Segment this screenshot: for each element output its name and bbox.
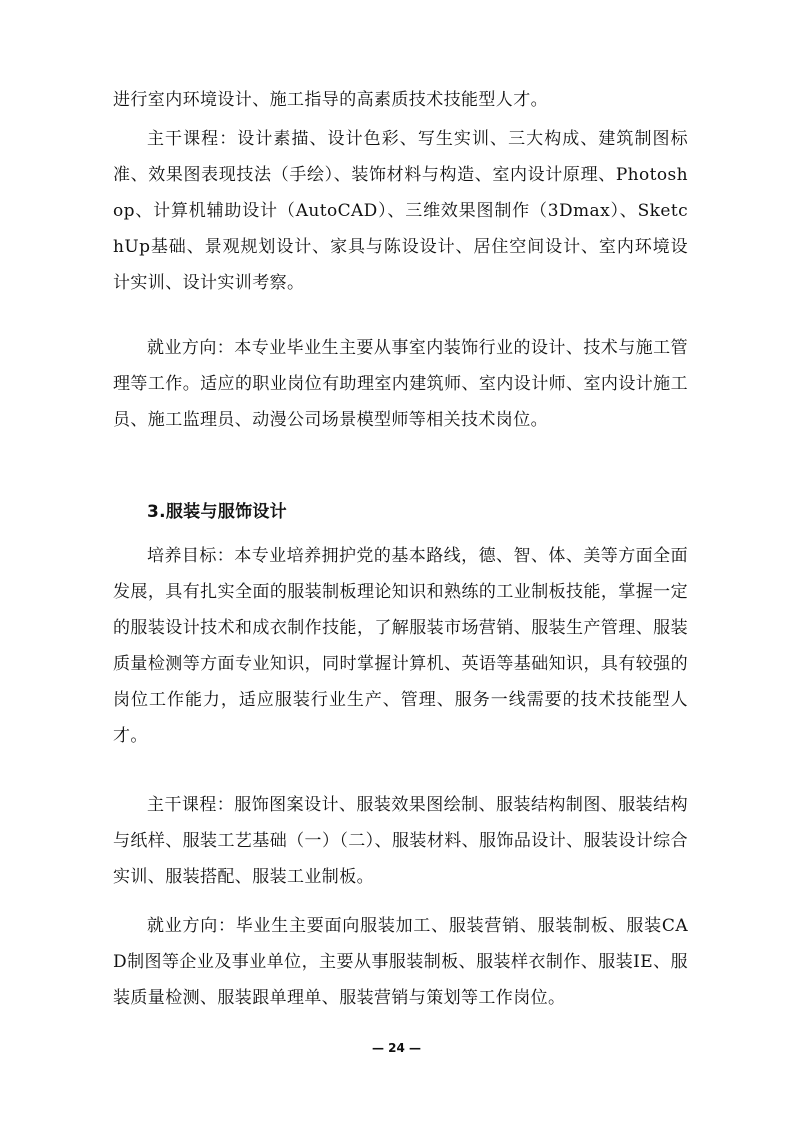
paragraph-continuation: 进行室内环境设计、施工指导的高素质技术技能型人才。 bbox=[113, 90, 548, 110]
section-heading: 3.服装与服饰设计 bbox=[147, 502, 287, 522]
paragraph-employment-interior: 就业方向：本专业毕业生主要从事室内装饰行业的设计、技术与施工管理等工作。适应的职业岗位有助理室内建筑师、室内设计师、室内设计施工员、施工监理员、动漫公司场景模型师等相关技术岗位。 bbox=[113, 338, 688, 430]
paragraph-core-courses-fashion: 主干课程：服饰图案设计、服装效果图绘制、服装结构制图、服装结构与纸样、服装工艺基础（一）（二）、服装材料、服饰品设计、服装设计综合实训、服装搭配、服装工业制板。 bbox=[113, 795, 688, 887]
paragraph-employment-fashion: 就业方向：毕业生主要面向服装加工、服装营销、服装制板、服装CAD制图等企业及事业单位，主要从事服装制板、服装样衣制作、服装IE、服装质量检测、服装跟单理单、服装营销与策划等工作岗位。 bbox=[113, 916, 688, 1008]
page-number: — 24 — bbox=[371, 1041, 422, 1055]
paragraph-training-goal: 培养目标：本专业培养拥护党的基本路线，德、智、体、美等方面全面发展，具有扎实全面的服装制板理论知识和熟练的工业制板技能，掌握一定的服装设计技术和成衣制作技能，了解服装市场营销、服装生产管理、服装质量检测等方面专业知识，同时掌握计算机、英语等基础知识，具有较强的岗位工作能力，适应服装行业生产、管理、服务一线需要的技术技能型人才。 bbox=[113, 546, 688, 746]
paragraph-core-courses-interior: 主干课程：设计素描、设计色彩、写生实训、三大构成、建筑制图标准、效果图表现技法（手绘）、装饰材料与构造、室内设计原理、Photoshop、计算机辅助设计（AutoCAD）、三维效果图制作（3Dmax）、SketchUp基础、景观规划设计、家具与陈设设计、居住空间设计、室内环境设计实训、设计实训考察。 bbox=[113, 129, 688, 293]
